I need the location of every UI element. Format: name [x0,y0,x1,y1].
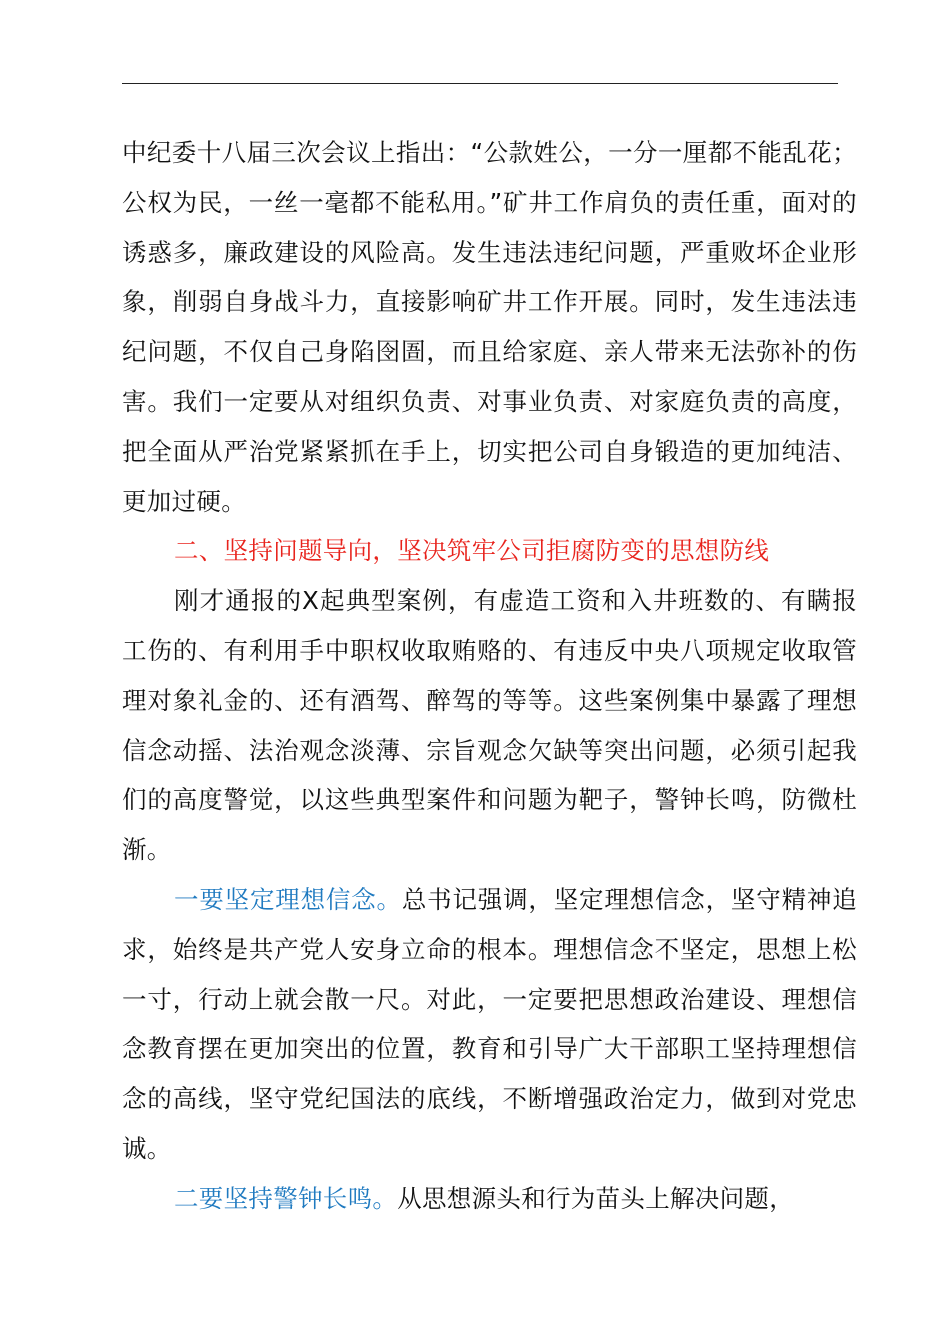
paragraph-text: 总书记强调，坚定理想信念，坚守精神追求，始终是共产党人安身立命的根本。理想信念不坚定，思想上松一寸，行动上就会散一尺。对此，一定要把思想政治建设、理想信念教育摆在更加突出的位置，教育和引导广大干部职工坚持理想信念的高线，坚守党纪国法的底线，不断增强政治定力，做到对党忠诚。 [122,884,857,1163]
paragraph-alarm [122,1174,857,1224]
paragraph-text: 从思想源头和行为苗头上解决问题， [397,1183,795,1213]
paragraph-continuation [122,128,857,526]
section-heading-text: 二、坚持问题导向，坚决筑牢公司拒腐防变的思想防线 [174,536,770,566]
paragraph-cases [122,576,857,875]
paragraph-text: 刚才通报的X起典型案例，有虚造工资和入井班数的、有瞒报工伤的、有利用手中职权收取贿赂的、有违反中央八项规定收取管理对象礼金的、还有酒驾、醉驾的等等。这些案例集中暴露了理想信念动摇、法治观念淡薄、宗旨观念欠缺等突出问题，必须引起我们的高度警觉，以这些典型案件和问题为靶子，警钟长鸣，防微杜渐。 [122,586,857,865]
paragraph-lead: 二要坚持警钟长鸣。 [174,1183,398,1213]
paragraph-lead: 一要坚定理想信念。 [174,884,402,914]
header-rule [122,83,838,84]
paragraph-ideals [122,875,857,1174]
section-heading [122,526,857,576]
document-body [122,128,857,1224]
paragraph-text: 中纪委十八届三次会议上指出：“公款姓公，一分一厘都不能乱花；公权为民，一丝一毫都不能私用。”矿井工作肩负的责任重，面对的诱惑多，廉政建设的风险高。发生违法违纪问题，严重败坏企业形象，削弱自身战斗力，直接影响矿井工作开展。同时，发生违法违纪问题，不仅自己身陷囹圄，而且给家庭、亲人带来无法弥补的伤害。我们一定要从对组织负责、对事业负责、对家庭负责的高度，把全面从严治党紧紧抓在手上，切实把公司自身锻造的更加纯洁、更加过硬。 [122,138,857,516]
